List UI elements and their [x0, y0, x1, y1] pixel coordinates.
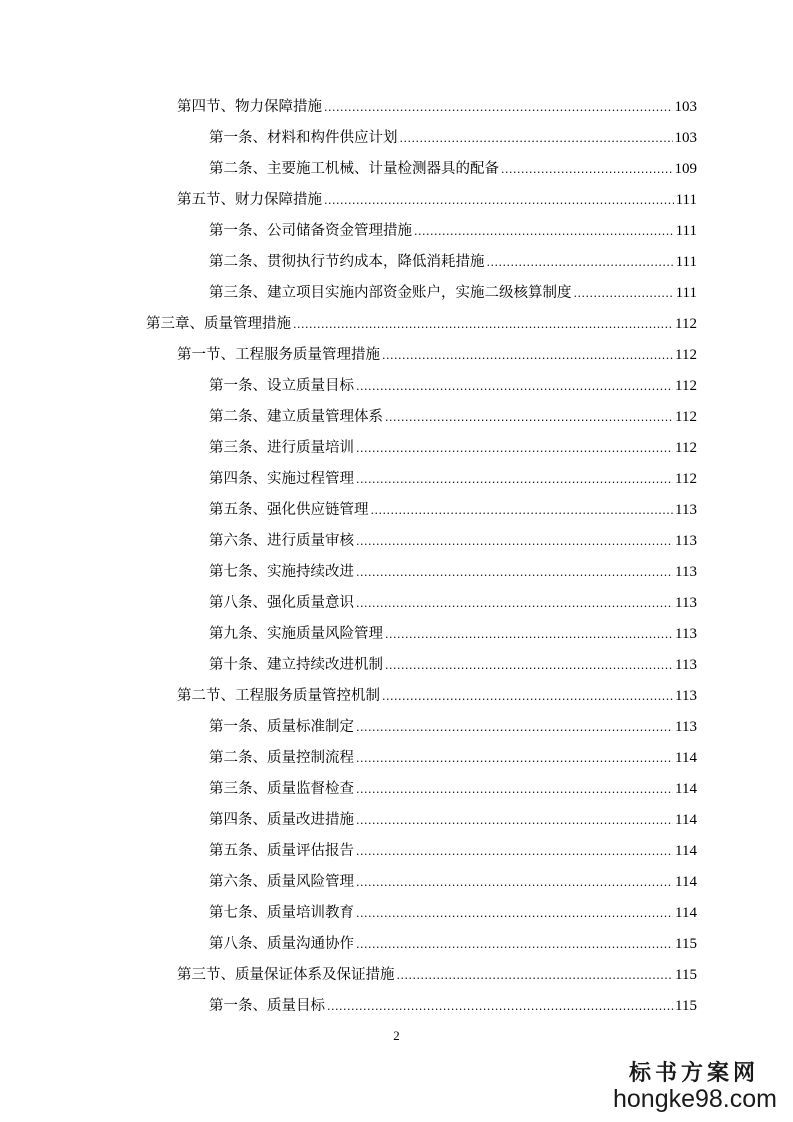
toc-leader-dots [382, 349, 673, 364]
toc-entry[interactable] [209, 650, 697, 674]
toc-entry-page: 113 [675, 626, 697, 642]
toc-entry-page: 114 [675, 781, 697, 797]
toc-entry-title: 第七条、实施持续改进 [209, 564, 354, 580]
toc-leader-dots [385, 411, 673, 426]
toc-entry[interactable] [209, 898, 697, 922]
toc-entry[interactable] [209, 836, 697, 860]
toc-entry-page: 113 [675, 719, 697, 735]
toc-entry-title: 第一条、质量目标 [209, 998, 325, 1014]
toc-entry-title: 第八条、强化质量意识 [209, 595, 354, 611]
toc-leader-dots [356, 845, 673, 860]
toc-entry[interactable] [177, 960, 697, 984]
toc-entry-page: 114 [675, 874, 697, 890]
toc-entry-page: 112 [675, 347, 697, 363]
watermark-cn: 标书方案网 [628, 1060, 759, 1086]
toc-entry[interactable] [209, 774, 697, 798]
toc-entry[interactable] [209, 929, 697, 953]
toc-entry-title: 第二节、工程服务质量管控机制 [177, 688, 380, 704]
toc-entry-title: 第一条、公司储备资金管理措施 [209, 223, 412, 239]
toc-entry-page: 113 [675, 533, 697, 549]
toc-leader-dots [574, 287, 674, 302]
toc-entry-title: 第四条、质量改进措施 [209, 812, 354, 828]
toc-entry[interactable] [209, 619, 697, 643]
toc-leader-dots [356, 876, 673, 891]
toc-entry[interactable] [209, 247, 697, 271]
toc-entry-title: 第一条、设立质量目标 [209, 378, 354, 394]
toc-entry-page: 111 [675, 285, 697, 301]
toc-leader-dots [356, 938, 673, 953]
toc-leader-dots [356, 721, 673, 736]
toc-leader-dots [356, 783, 673, 798]
toc-entry-title: 第三条、质量监督检查 [209, 781, 354, 797]
toc-entry-title: 第三条、建立项目实施内部资金账户，实施二级核算制度 [209, 285, 572, 301]
toc-leader-dots [414, 225, 674, 240]
toc-entry-page: 115 [675, 936, 697, 952]
toc-leader-dots [356, 907, 673, 922]
toc-entry[interactable] [209, 805, 697, 829]
watermark-en: hongke98.com [612, 1085, 777, 1113]
toc-entry-page: 112 [675, 440, 697, 456]
toc-leader-dots [501, 163, 673, 178]
toc-leader-dots [356, 535, 673, 550]
toc-leader-dots [356, 597, 673, 612]
toc-entry-page: 113 [675, 657, 697, 673]
toc-entry-page: 112 [675, 471, 697, 487]
toc-entry-title: 第六条、进行质量审核 [209, 533, 354, 549]
toc-leader-dots [371, 504, 674, 519]
toc-entry-title: 第一条、材料和构件供应计划 [209, 130, 398, 146]
toc-leader-dots [382, 690, 673, 705]
toc-entry[interactable] [209, 867, 697, 891]
toc-entry[interactable] [209, 216, 697, 240]
toc-entry-title: 第二条、主要施工机械、计量检测器具的配备 [209, 161, 499, 177]
toc-leader-dots [385, 659, 673, 674]
toc-entry[interactable] [177, 185, 697, 209]
toc-leader-dots [356, 752, 673, 767]
toc-entry-title: 第九条、实施质量风险管理 [209, 626, 383, 642]
toc-entry-title: 第六条、质量风险管理 [209, 874, 354, 890]
toc-leader-dots [324, 101, 673, 116]
toc-entry[interactable] [209, 588, 697, 612]
toc-entry-page: 114 [675, 905, 697, 921]
toc-entry[interactable] [209, 402, 697, 426]
toc-entry-page: 114 [675, 750, 697, 766]
toc-entry[interactable] [209, 557, 697, 581]
toc-entry-title: 第四节、物力保障措施 [177, 99, 322, 115]
watermark [613, 1056, 777, 1114]
toc-entry-title: 第二条、贯彻执行节约成本，降低消耗措施 [209, 254, 485, 270]
toc-entry-page: 103 [674, 130, 697, 146]
toc-entry-page: 109 [674, 161, 697, 177]
toc-leader-dots [356, 814, 673, 829]
toc-entry-page: 113 [675, 595, 697, 611]
toc-leader-dots [356, 442, 673, 457]
toc-entry-page: 112 [675, 316, 697, 332]
toc-entry-page: 111 [675, 192, 697, 208]
toc-entry[interactable] [209, 371, 697, 395]
toc-entry-title: 第十条、建立持续改进机制 [209, 657, 383, 673]
toc-leader-dots [356, 380, 673, 395]
toc-entry-title: 第二条、质量控制流程 [209, 750, 354, 766]
toc-entry[interactable] [209, 154, 697, 178]
toc-entry[interactable] [177, 340, 697, 364]
toc-entry-page: 115 [675, 998, 697, 1014]
toc-entry-page: 114 [675, 812, 697, 828]
toc-entry[interactable] [209, 743, 697, 767]
toc-entry-title: 第三条、进行质量培训 [209, 440, 354, 456]
toc-leader-dots [327, 1000, 673, 1015]
toc-entry[interactable] [209, 123, 697, 147]
toc-entry[interactable] [209, 278, 697, 302]
toc-entry[interactable] [209, 433, 697, 457]
toc-entry-title: 第八条、质量沟通协作 [209, 936, 354, 952]
toc-entry-page: 114 [675, 843, 697, 859]
toc-entry-page: 112 [675, 409, 697, 425]
toc-entry-page: 103 [674, 99, 697, 115]
toc-leader-dots [324, 194, 674, 209]
toc-entry[interactable] [209, 526, 697, 550]
toc-entry-title: 第二条、建立质量管理体系 [209, 409, 383, 425]
toc-entry-page: 113 [675, 564, 697, 580]
toc-leader-dots [400, 132, 673, 147]
toc-entry-page: 111 [675, 223, 697, 239]
toc-leader-dots [385, 628, 673, 643]
page-number: 2 [393, 1028, 400, 1043]
toc-leader-dots [293, 318, 673, 333]
toc-entry-title: 第一节、工程服务质量管理措施 [177, 347, 380, 363]
toc-entry-title: 第一条、质量标准制定 [209, 719, 354, 735]
toc-entry-page: 113 [675, 688, 697, 704]
toc-entry[interactable] [209, 464, 697, 488]
toc-leader-dots [356, 473, 673, 488]
toc-entry[interactable] [177, 681, 697, 705]
toc-entry-title: 第五条、强化供应链管理 [209, 502, 369, 518]
toc-leader-dots [397, 969, 674, 984]
toc-entry[interactable] [209, 712, 697, 736]
toc-entry-title: 第五节、财力保障措施 [177, 192, 322, 208]
toc-entry-title: 第三节、质量保证体系及保证措施 [177, 967, 395, 983]
toc-entry[interactable] [209, 991, 697, 1015]
toc-entry-page: 112 [675, 378, 697, 394]
toc-entry-title: 第七条、质量培训教育 [209, 905, 354, 921]
toc-entry-title: 第三章、质量管理措施 [146, 316, 291, 332]
toc-entry[interactable] [209, 495, 697, 519]
toc-leader-dots [356, 566, 673, 581]
toc-entry-title: 第五条、质量评估报告 [209, 843, 354, 859]
toc-entry-title: 第四条、实施过程管理 [209, 471, 354, 487]
toc-entry-page: 115 [675, 967, 697, 983]
toc-entry-page: 111 [675, 254, 697, 270]
toc-leader-dots [487, 256, 674, 271]
toc-entry[interactable] [146, 309, 697, 333]
toc-entry[interactable] [177, 92, 697, 116]
toc-entry-page: 113 [675, 502, 697, 518]
